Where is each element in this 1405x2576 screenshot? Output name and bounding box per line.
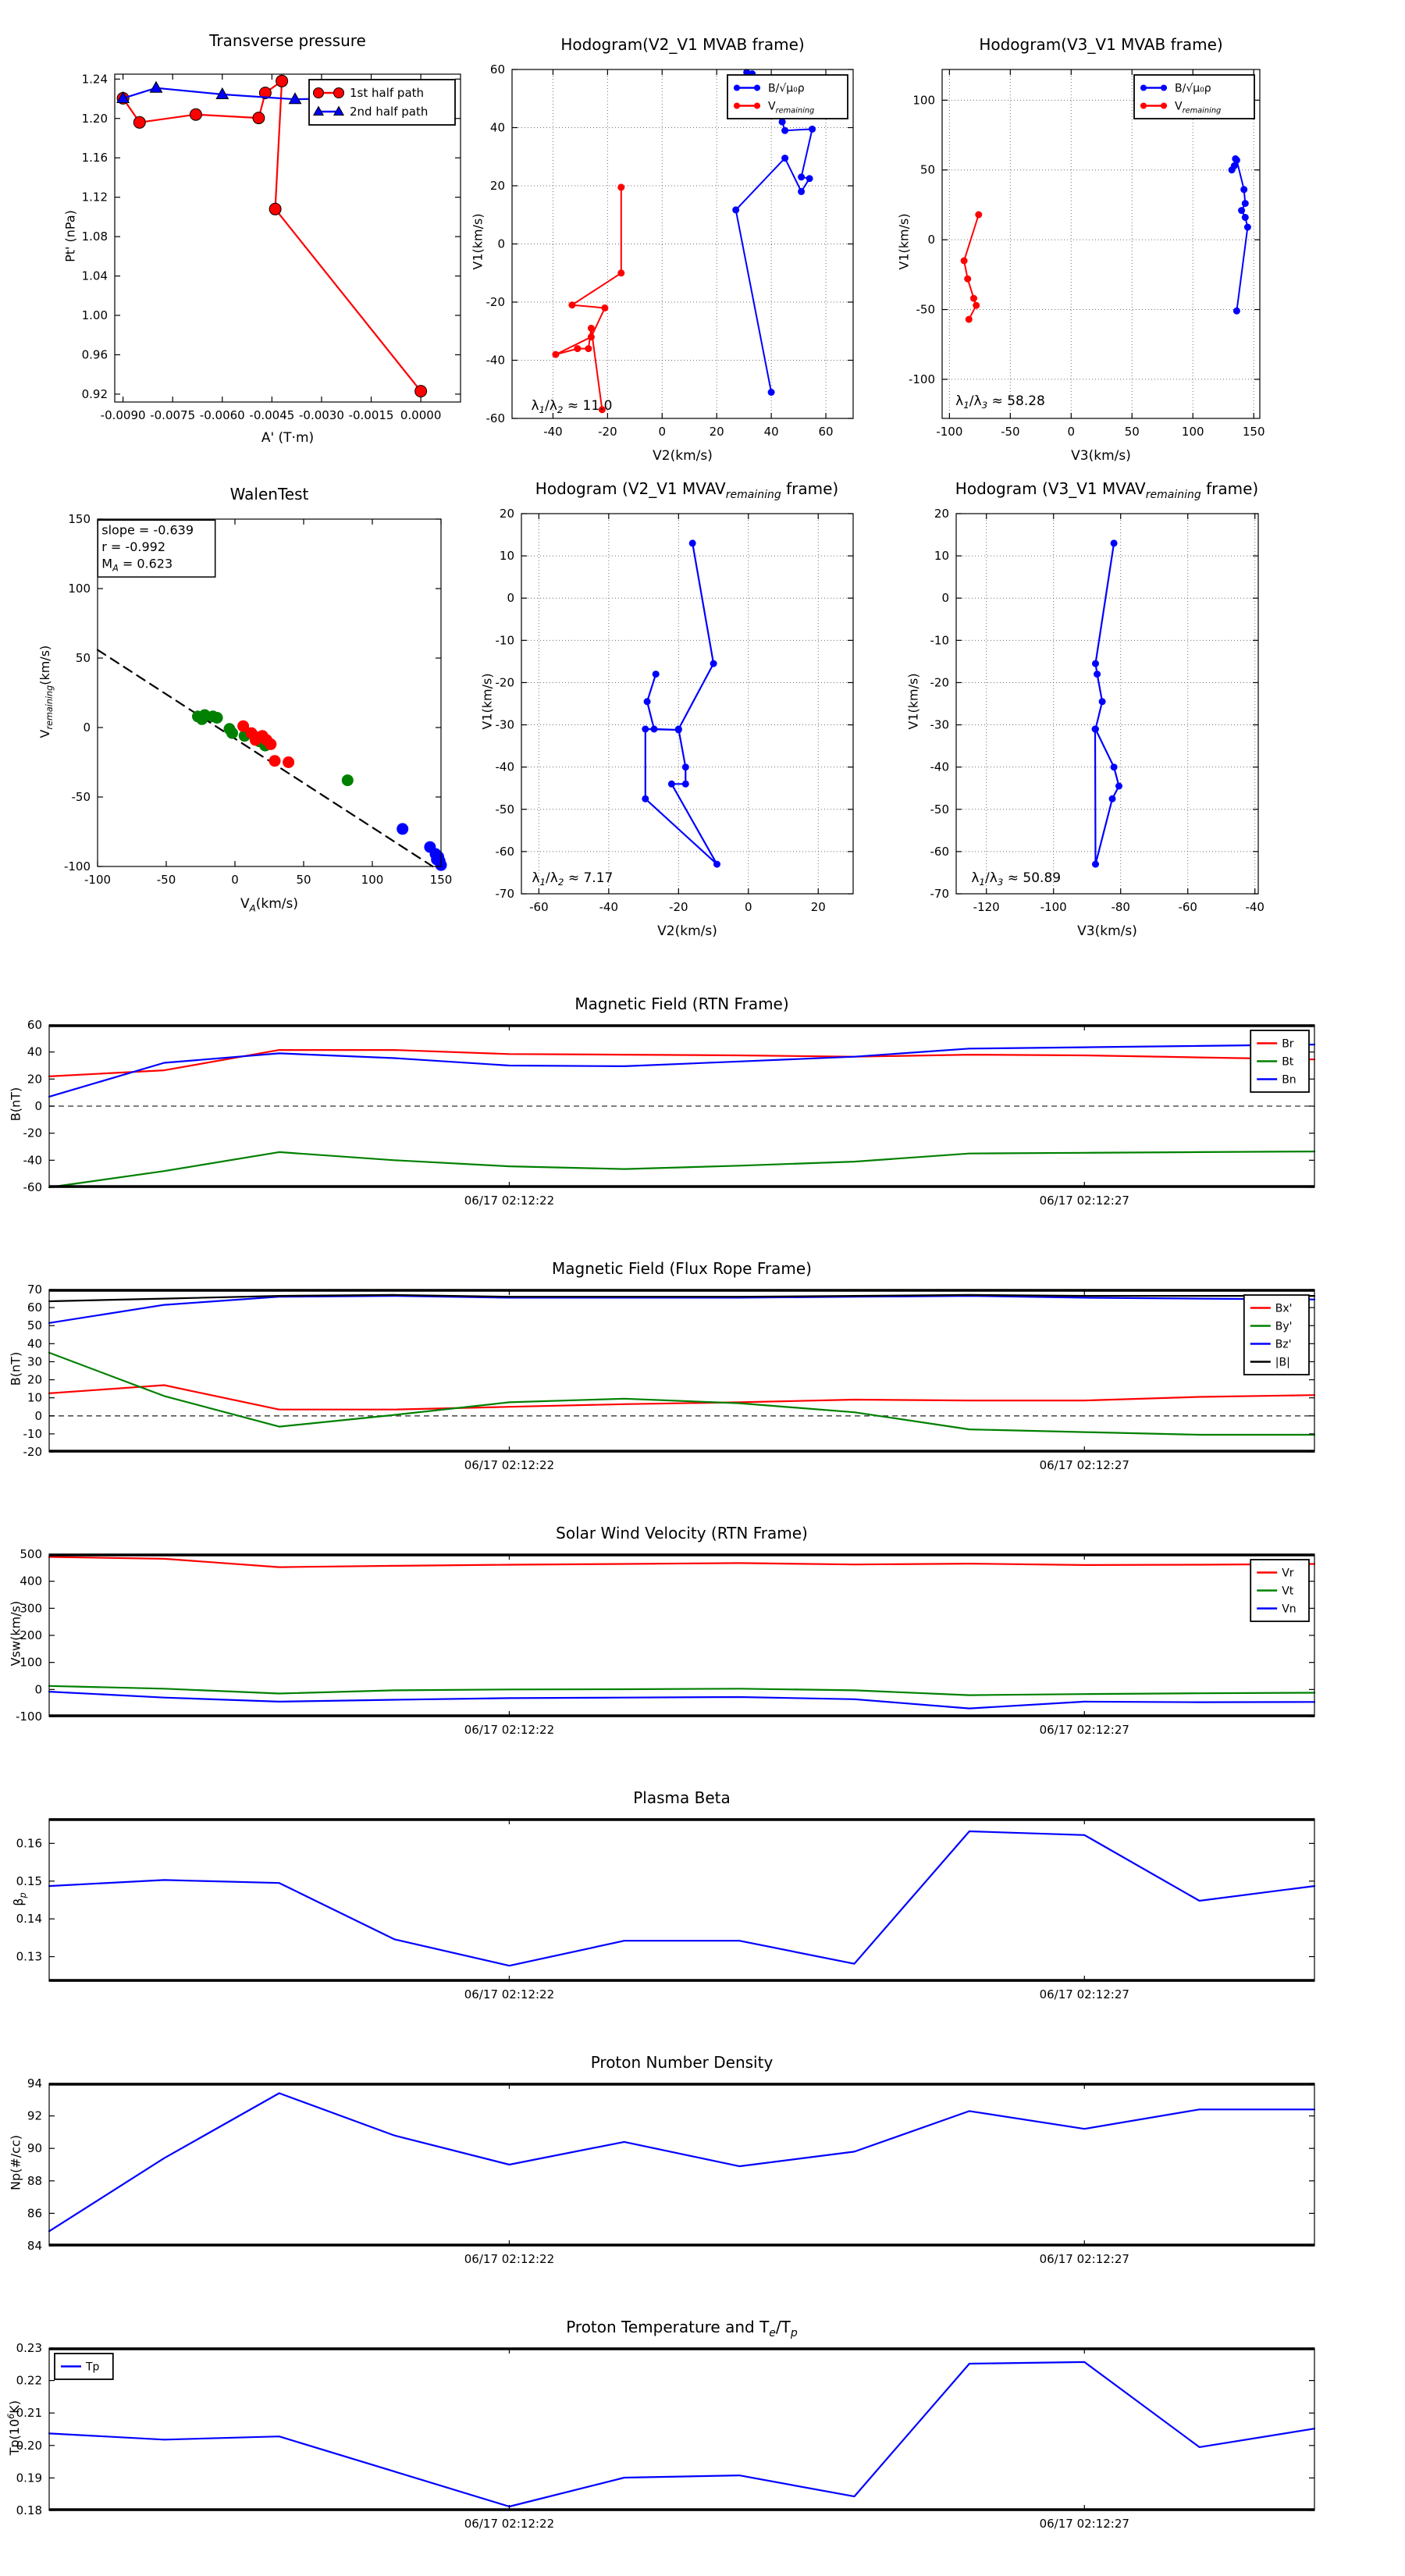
svg-text:06/17 02:12:27: 06/17 02:12:27	[1039, 2252, 1129, 2266]
svg-text:1.16: 1.16	[81, 151, 108, 165]
svg-text:06/17 02:12:22: 06/17 02:12:22	[464, 2252, 555, 2266]
svg-text:-100: -100	[908, 372, 935, 386]
svg-text:40: 40	[27, 1336, 42, 1351]
svg-text:150: 150	[68, 512, 91, 526]
svg-text:50: 50	[1124, 425, 1140, 439]
hodogram-v3v1-mvab-plot	[908, 69, 1265, 439]
svg-text:Tp: Tp	[86, 2361, 100, 2374]
magnetic-field-frf-plot	[23, 1283, 1314, 1472]
hodogram-v2v1-mvab-ylabel: V1(km/s)	[470, 213, 486, 270]
svg-text:-20: -20	[495, 675, 514, 690]
transverse-pressure-xlabel: A' (T·m)	[261, 430, 315, 446]
proton-number-density-svg	[27, 2076, 1314, 2266]
magnetic-field-rtn-svg	[23, 1018, 1314, 1208]
svg-text:B/√μ₀ρ: B/√μ₀ρ	[1175, 82, 1211, 95]
svg-text:06/17 02:12:22: 06/17 02:12:22	[464, 1723, 555, 1737]
hodogram-v3v1-mvab-svg	[908, 69, 1265, 439]
svg-text:20: 20	[27, 1072, 42, 1087]
svg-text:0.0000: 0.0000	[400, 408, 442, 422]
svg-text:0.15: 0.15	[16, 1873, 42, 1888]
svg-text:60: 60	[27, 1018, 42, 1032]
svg-text:0: 0	[941, 591, 949, 606]
svg-text:-40: -40	[1245, 900, 1264, 914]
svg-text:0.92: 0.92	[81, 386, 108, 401]
svg-text:-60: -60	[529, 900, 549, 914]
svg-text:-20: -20	[930, 675, 949, 690]
solar-wind-velocity-title: Solar Wind Velocity (RTN Frame)	[556, 1524, 808, 1542]
svg-text:-120: -120	[973, 900, 1000, 914]
svg-text:84: 84	[27, 2239, 42, 2253]
svg-text:400: 400	[20, 1574, 42, 1589]
svg-text:90: 90	[27, 2141, 42, 2156]
svg-text:Vr: Vr	[1282, 1567, 1294, 1580]
svg-text:0.96: 0.96	[81, 347, 108, 362]
svg-text:86: 86	[27, 2206, 42, 2221]
svg-text:By': By'	[1275, 1320, 1293, 1333]
svg-text:40: 40	[27, 1044, 42, 1059]
svg-text:-40: -40	[930, 760, 949, 774]
svg-text:-50: -50	[495, 802, 514, 817]
svg-text:70: 70	[27, 1283, 42, 1297]
hodogram-v2v1-mvav-title: Hodogram (V2_V1 $MVAV_{remaining}$ frame)	[535, 479, 839, 501]
svg-text:20: 20	[810, 900, 826, 914]
walen-test-svg	[63, 512, 453, 887]
hodogram-v2v1-mvab-xlabel: V2(km/s)	[653, 448, 713, 464]
svg-text:1.20: 1.20	[81, 111, 108, 126]
svg-text:06/17 02:12:22: 06/17 02:12:22	[464, 1194, 555, 1208]
svg-text:0.21: 0.21	[16, 2406, 42, 2421]
svg-text:10: 10	[499, 549, 514, 564]
svg-text:1.00: 1.00	[81, 308, 108, 323]
svg-text:20: 20	[934, 507, 949, 521]
svg-text:0: 0	[658, 425, 667, 439]
hodogram-v3v1-mvab-xlabel: V3(km/s)	[1071, 448, 1131, 464]
walen-test-xlabel: $V_A(km/s)$	[240, 896, 299, 914]
svg-text:20: 20	[499, 507, 514, 521]
transverse-pressure-plot	[81, 72, 461, 422]
hodogram-v3v1-mvab-ylabel: V1(km/s)	[896, 213, 912, 270]
svg-text:0: 0	[231, 873, 239, 887]
svg-text:-60: -60	[930, 844, 949, 859]
svg-text:500: 500	[20, 1547, 42, 1561]
svg-text:-0.0090: -0.0090	[100, 408, 146, 422]
plasma-beta-title: Plasma Beta	[633, 1788, 731, 1807]
svg-text:-40: -40	[495, 760, 514, 774]
svg-text:-60: -60	[486, 411, 505, 425]
svg-text:-0.0045: -0.0045	[249, 408, 295, 422]
svg-text:300: 300	[20, 1601, 42, 1616]
hodogram-v3v1-mvav-title: Hodogram (V3_V1 $MVAV_{remaining}$ frame)	[955, 479, 1259, 501]
svg-text:100: 100	[361, 873, 384, 887]
svg-text:-70: -70	[930, 887, 949, 901]
hodogram-v2v1-mvab-svg	[486, 62, 853, 439]
magnetic-field-rtn-ylabel: B(nT)	[8, 1087, 23, 1122]
svg-text:-40: -40	[486, 353, 505, 368]
hodogram-v2v1-mvav-xlabel: V2(km/s)	[657, 923, 717, 939]
magnetic-field-flux-rope-svg	[23, 1283, 1314, 1472]
svg-text:20: 20	[709, 425, 724, 439]
proton-temperature-svg	[16, 2341, 1314, 2531]
svg-text:-40: -40	[599, 900, 619, 914]
svg-text:Bt: Bt	[1282, 1055, 1294, 1069]
svg-text:Vremaining: $V_{remaining}$	[1175, 100, 1222, 116]
svg-text:Bz': Bz'	[1275, 1338, 1292, 1351]
svg-text:50: 50	[296, 873, 311, 887]
svg-text:1st half path: 1st half path	[350, 86, 425, 100]
svg-text:-50: -50	[71, 790, 91, 804]
proton-density-title: Proton Number Density	[590, 2053, 774, 2072]
svg-text:slope = -0.639: slope = -0.639	[101, 522, 194, 538]
transverse-pressure-svg	[81, 72, 461, 422]
svg-text:MA = 0.623: $M_A = 0.623$	[101, 556, 173, 574]
proton-density-plot	[27, 2076, 1314, 2266]
svg-text:0: 0	[745, 900, 752, 914]
svg-text:30: 30	[27, 1354, 42, 1369]
svg-text:06/17 02:12:27: 06/17 02:12:27	[1039, 1987, 1129, 2001]
svg-text:-30: -30	[495, 717, 514, 732]
hodogram-v2v1-mvav-plot	[495, 507, 853, 914]
svg-text:88: 88	[27, 2173, 42, 2188]
svg-text:λ1/λ3 ≈ 50.89: $\lambda_1/\lambda_3 \approx 50.89$	[971, 870, 1062, 888]
svg-text:0.14: 0.14	[16, 1912, 42, 1927]
hodogram-v3v1-mvab-title: Hodogram(V3_V1 MVAB frame)	[979, 35, 1223, 54]
svg-text:-40: -40	[23, 1153, 42, 1168]
magnetic-field-rtn-plot	[23, 1018, 1314, 1208]
svg-text:0.20: 0.20	[16, 2438, 42, 2453]
svg-text:Vn: Vn	[1282, 1603, 1297, 1616]
svg-text:-50: -50	[930, 802, 949, 817]
hodogram-v3v1-mvav-xlabel: V3(km/s)	[1077, 923, 1137, 939]
hodogram-v2v1-mvab-plot	[486, 62, 853, 439]
svg-text:1.24: 1.24	[81, 72, 108, 87]
svg-text:06/17 02:12:27: 06/17 02:12:27	[1039, 1194, 1129, 1208]
svg-text:0: 0	[34, 1682, 42, 1697]
walen-test-plot	[63, 512, 453, 887]
svg-text:06/17 02:12:22: 06/17 02:12:22	[464, 2517, 555, 2531]
svg-text:1.12: 1.12	[81, 190, 108, 205]
svg-text:-20: -20	[669, 900, 688, 914]
svg-text:-20: -20	[23, 1445, 42, 1459]
svg-text:-10: -10	[495, 633, 514, 648]
svg-text:-80: -80	[1111, 900, 1130, 914]
svg-text:200: 200	[20, 1628, 42, 1642]
proton-density-ylabel: Np(#/cc)	[8, 2135, 23, 2190]
svg-text:λ1/λ2 ≈ 11.0: $\lambda_1/\lambda_2 \approx 11.0$	[531, 397, 613, 415]
hodogram-v3v1-mvav-ylabel: V1(km/s)	[905, 673, 921, 730]
svg-text:-70: -70	[495, 887, 514, 901]
svg-text:-10: -10	[23, 1426, 42, 1441]
svg-text:0: 0	[34, 1408, 42, 1423]
svg-text:-100: -100	[936, 425, 963, 439]
svg-text:-30: -30	[930, 717, 949, 732]
svg-text:0: 0	[507, 591, 514, 606]
svg-text:B/√μ₀ρ: B/√μ₀ρ	[768, 82, 805, 95]
svg-text:06/17 02:12:27: 06/17 02:12:27	[1039, 2517, 1129, 2531]
hodogram-v2v1-mvav-ylabel: V1(km/s)	[479, 673, 495, 730]
svg-text:0: 0	[927, 233, 935, 247]
svg-text:60: 60	[489, 62, 505, 76]
svg-text:λ1/λ2 ≈ 7.17: $\lambda_1/\lambda_2 \approx 7.17$	[532, 870, 614, 888]
svg-text:Vremaining: $V_{remaining}$	[768, 100, 815, 116]
svg-text:0: 0	[497, 237, 505, 251]
svg-text:0.23: 0.23	[16, 2341, 42, 2355]
transverse-pressure-ylabel: Pt' (nPa)	[62, 210, 78, 262]
svg-text:0: 0	[34, 1099, 42, 1113]
svg-text:10: 10	[934, 549, 949, 564]
svg-text:-20: -20	[23, 1126, 42, 1140]
proton-temperature-ylabel: $Tp(10^6K)$	[5, 2400, 23, 2456]
svg-text:100: 100	[68, 582, 91, 596]
svg-text:-0.0015: -0.0015	[348, 408, 394, 422]
svg-text:r = -0.992: r = -0.992	[101, 539, 166, 554]
svg-text:06/17 02:12:22: 06/17 02:12:22	[464, 1458, 555, 1472]
svg-text:50: 50	[919, 162, 935, 177]
svg-text:-50: -50	[1001, 425, 1020, 439]
svg-text:40: 40	[489, 120, 505, 135]
svg-text:150: 150	[429, 873, 453, 887]
proton-temperature-title: Proton Temperature and $T_e/T_p$	[566, 2318, 798, 2339]
svg-text:0.13: 0.13	[16, 1949, 42, 1964]
hodogram-v2v1-mvav-svg	[495, 507, 853, 914]
svg-text:0.18: 0.18	[16, 2503, 42, 2517]
svg-text:0.22: 0.22	[16, 2373, 42, 2388]
svg-text:40: 40	[763, 425, 779, 439]
svg-text:-50: -50	[916, 302, 935, 317]
hodogram-v3v1-mvav-svg	[930, 507, 1264, 914]
svg-text:60: 60	[818, 425, 834, 439]
svg-text:0.19: 0.19	[16, 2471, 42, 2485]
svg-text:-0.0060: -0.0060	[199, 408, 245, 422]
svg-text:0.16: 0.16	[16, 1836, 42, 1851]
svg-text:Bn: Bn	[1282, 1073, 1297, 1087]
svg-text:50: 50	[27, 1318, 42, 1333]
svg-text:Br: Br	[1282, 1037, 1294, 1051]
svg-text:92: 92	[27, 2108, 42, 2123]
svg-text:06/17 02:12:22: 06/17 02:12:22	[464, 1987, 555, 2001]
svg-text:0: 0	[83, 720, 91, 735]
svg-text:06/17 02:12:27: 06/17 02:12:27	[1039, 1723, 1129, 1737]
svg-text:-100: -100	[1040, 900, 1067, 914]
svg-text:60: 60	[27, 1300, 42, 1315]
svg-text:-100: -100	[63, 859, 91, 873]
svg-text:150: 150	[1242, 425, 1265, 439]
svg-text:100: 100	[20, 1655, 42, 1670]
svg-text:20: 20	[27, 1372, 42, 1387]
magnetic-field-frf-ylabel: B(nT)	[8, 1351, 23, 1386]
svg-text:50: 50	[75, 651, 91, 665]
svg-text:Vt: Vt	[1282, 1585, 1294, 1598]
transverse-pressure-title: Transverse pressure	[209, 31, 366, 50]
svg-text:100: 100	[912, 93, 935, 108]
svg-text:-0.0075: -0.0075	[150, 408, 196, 422]
svg-text:1.04: 1.04	[81, 269, 108, 283]
svg-text:-100: -100	[84, 873, 112, 887]
solar-wind-velocity-ylabel: Vsw(km/s)	[8, 1600, 23, 1667]
svg-text:100: 100	[1181, 425, 1204, 439]
svg-text:-40: -40	[543, 425, 563, 439]
hodogram-v2v1-mvab-title: Hodogram(V2_V1 MVAB frame)	[560, 35, 805, 54]
svg-text:-60: -60	[1178, 900, 1197, 914]
svg-text:-0.0030: -0.0030	[298, 408, 344, 422]
svg-text:-50: -50	[156, 873, 176, 887]
svg-text:-10: -10	[930, 633, 949, 648]
svg-text:1.08: 1.08	[81, 229, 108, 244]
walen-test-ylabel: $V_{remaining}(km/s)$	[37, 645, 55, 738]
svg-text:-100: -100	[15, 1710, 42, 1724]
svg-text:2nd half path: 2nd half path	[350, 105, 429, 119]
plasma-beta-ylabel: $\beta_p$	[10, 1892, 29, 1906]
svg-text:-60: -60	[23, 1180, 42, 1194]
svg-text:94: 94	[27, 2076, 42, 2090]
svg-text:20: 20	[489, 179, 505, 193]
svg-text:-20: -20	[598, 425, 617, 439]
svg-text:06/17 02:12:27: 06/17 02:12:27	[1039, 1458, 1129, 1472]
svg-text:-60: -60	[495, 844, 514, 859]
svg-text:0: 0	[1067, 425, 1076, 439]
walen-test-title: WalenTest	[229, 485, 309, 503]
proton-temperature-plot	[16, 2341, 1314, 2531]
magnetic-field-rtn-title: Magnetic Field (RTN Frame)	[574, 994, 789, 1013]
svg-text:λ1/λ3 ≈ 58.28: $\lambda_1/\lambda_3 \approx 58.28$	[955, 393, 1045, 411]
hodogram-v3v1-mvav-plot	[930, 507, 1264, 914]
svg-text:Bx': Bx'	[1275, 1302, 1293, 1315]
svg-text:|B|: |B|	[1275, 1356, 1290, 1369]
magnetic-field-frf-title: Magnetic Field (Flux Rope Frame)	[552, 1259, 812, 1278]
svg-text:-20: -20	[486, 295, 505, 309]
svg-text:10: 10	[27, 1390, 42, 1405]
